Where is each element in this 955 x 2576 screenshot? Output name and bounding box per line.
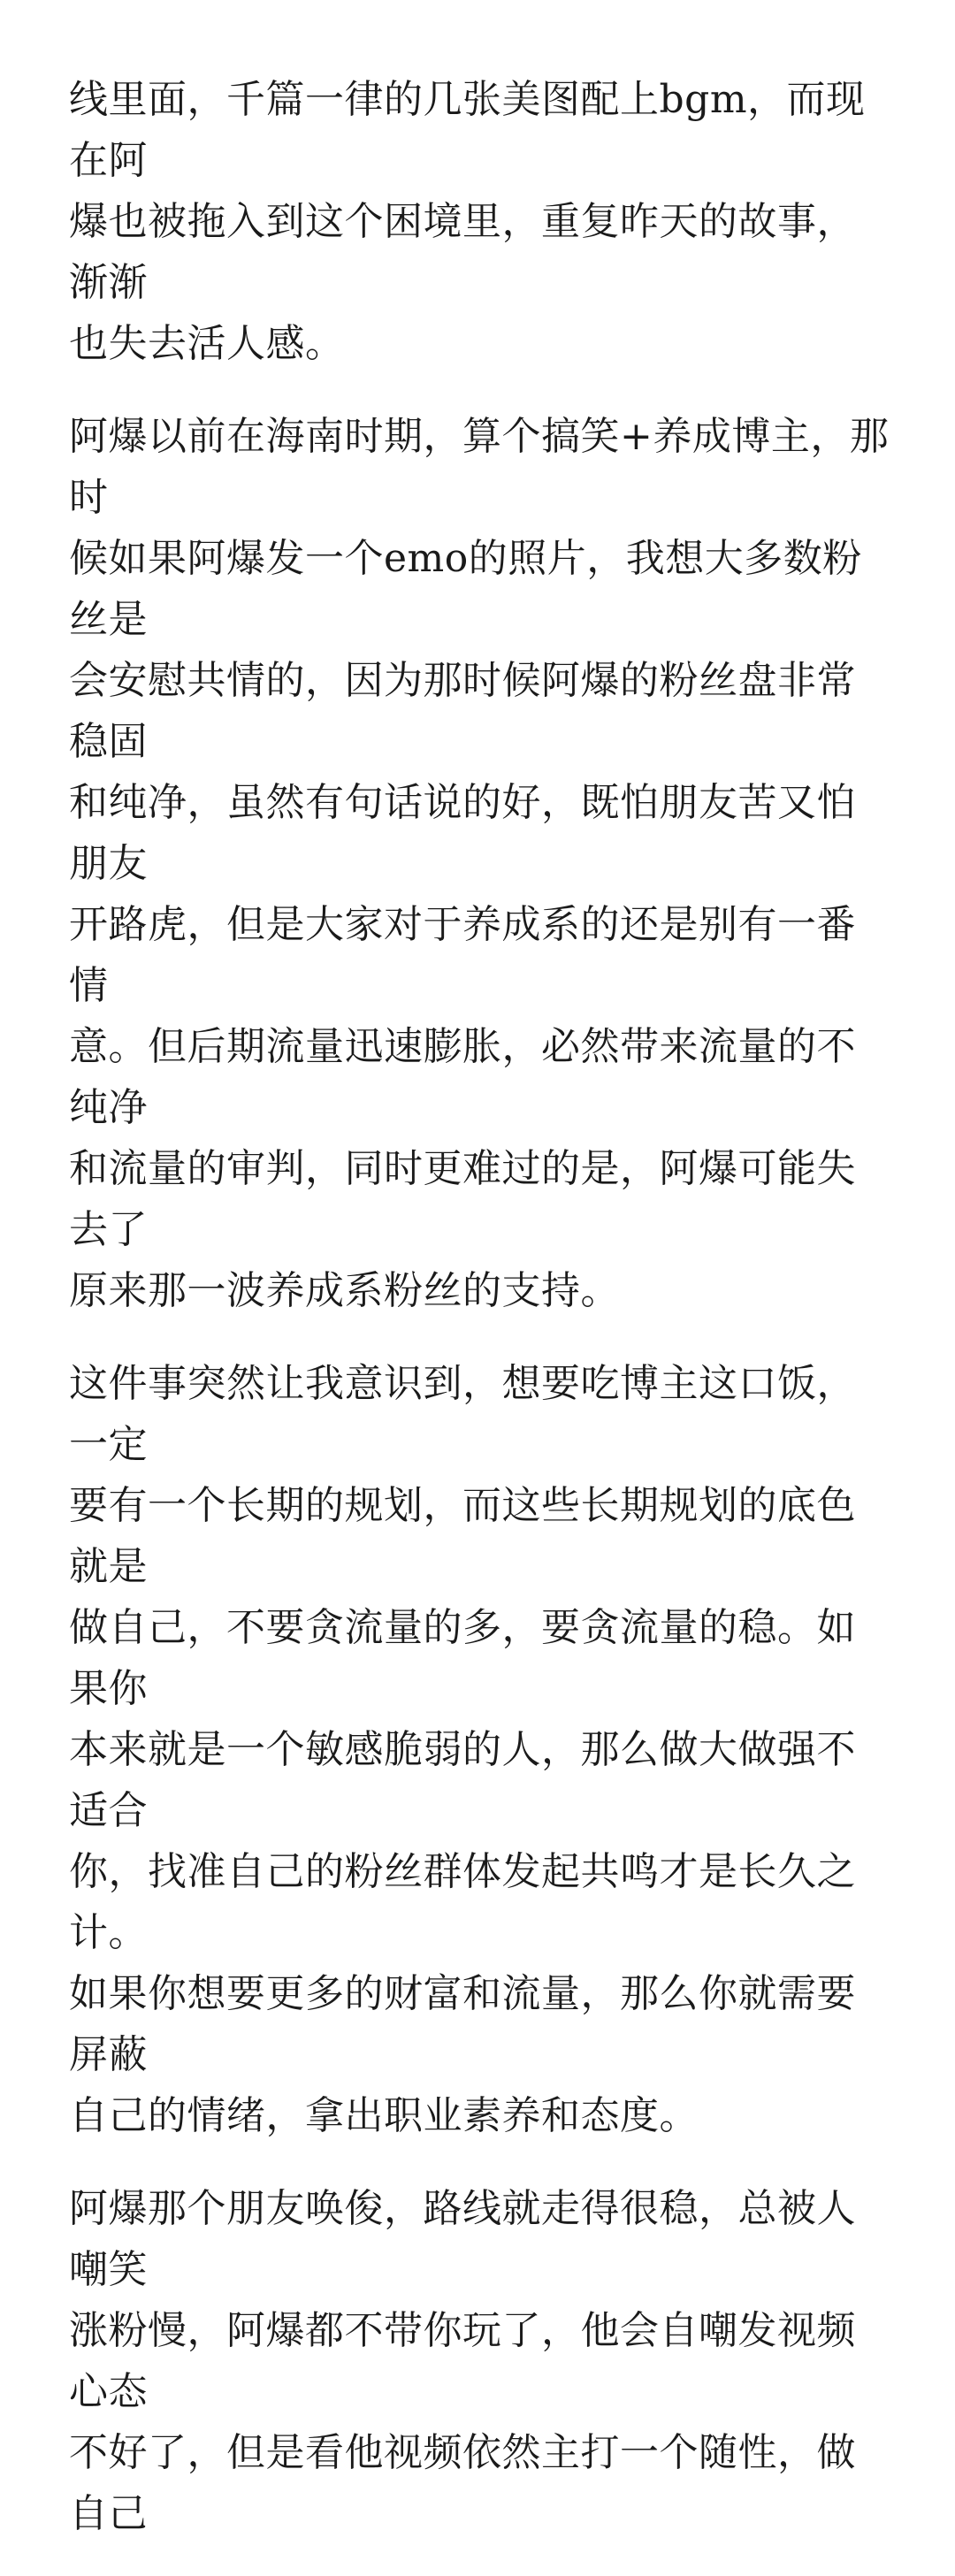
paragraph-1: 线里面，千篇一律的几张美图配上bgm，而现在阿 爆也被拖入到这个困境里，重复昨天的故事，渐渐 也失去活人感。 (69, 77, 866, 366)
article-body (69, 69, 891, 2576)
paragraph-4: 阿爆那个朋友唤俊，路线就走得很稳，总被人嘲笑 涨粉慢，阿爆都不带你玩了，他会自嘲发视频心态 不好了，但是看他视频依然主打一个随性，做自己 (69, 2186, 856, 2536)
paragraph-3: 这件事突然让我意识到，想要吃博主这口饭，一定 要有一个长期的规划，而这些长期规划的底色就是 做自己，不要贪流量的多，要贪流量的稳。如果你 本来就是一个敏感脆弱的人，那么做大做强不适合 你，找准自己的粉丝群体发起共鸣才是长久之计。 如果你想要更多的财富和流量，那么你就需要屏蔽 自己的情绪，拿出职业素养和态度。 (69, 1361, 856, 2138)
paragraph-2: 阿爆以前在海南时期，算个搞笑+养成博主，那时 候如果阿爆发一个emo的照片，我想大多数粉丝是 会安慰共情的，因为那时候阿爆的粉丝盘非常稳固 和纯净，虽然有句话说的好，既怕朋友苦又怕朋友 开路虎，但是大家对于养成系的还是别有一番情 意。但后期流量迅速膨胀，必然带来流量的不纯净 和流量的审判，同时更难过的是，阿爆可能失去了 原来那一波养成系粉丝的支持。 (69, 414, 890, 1313)
